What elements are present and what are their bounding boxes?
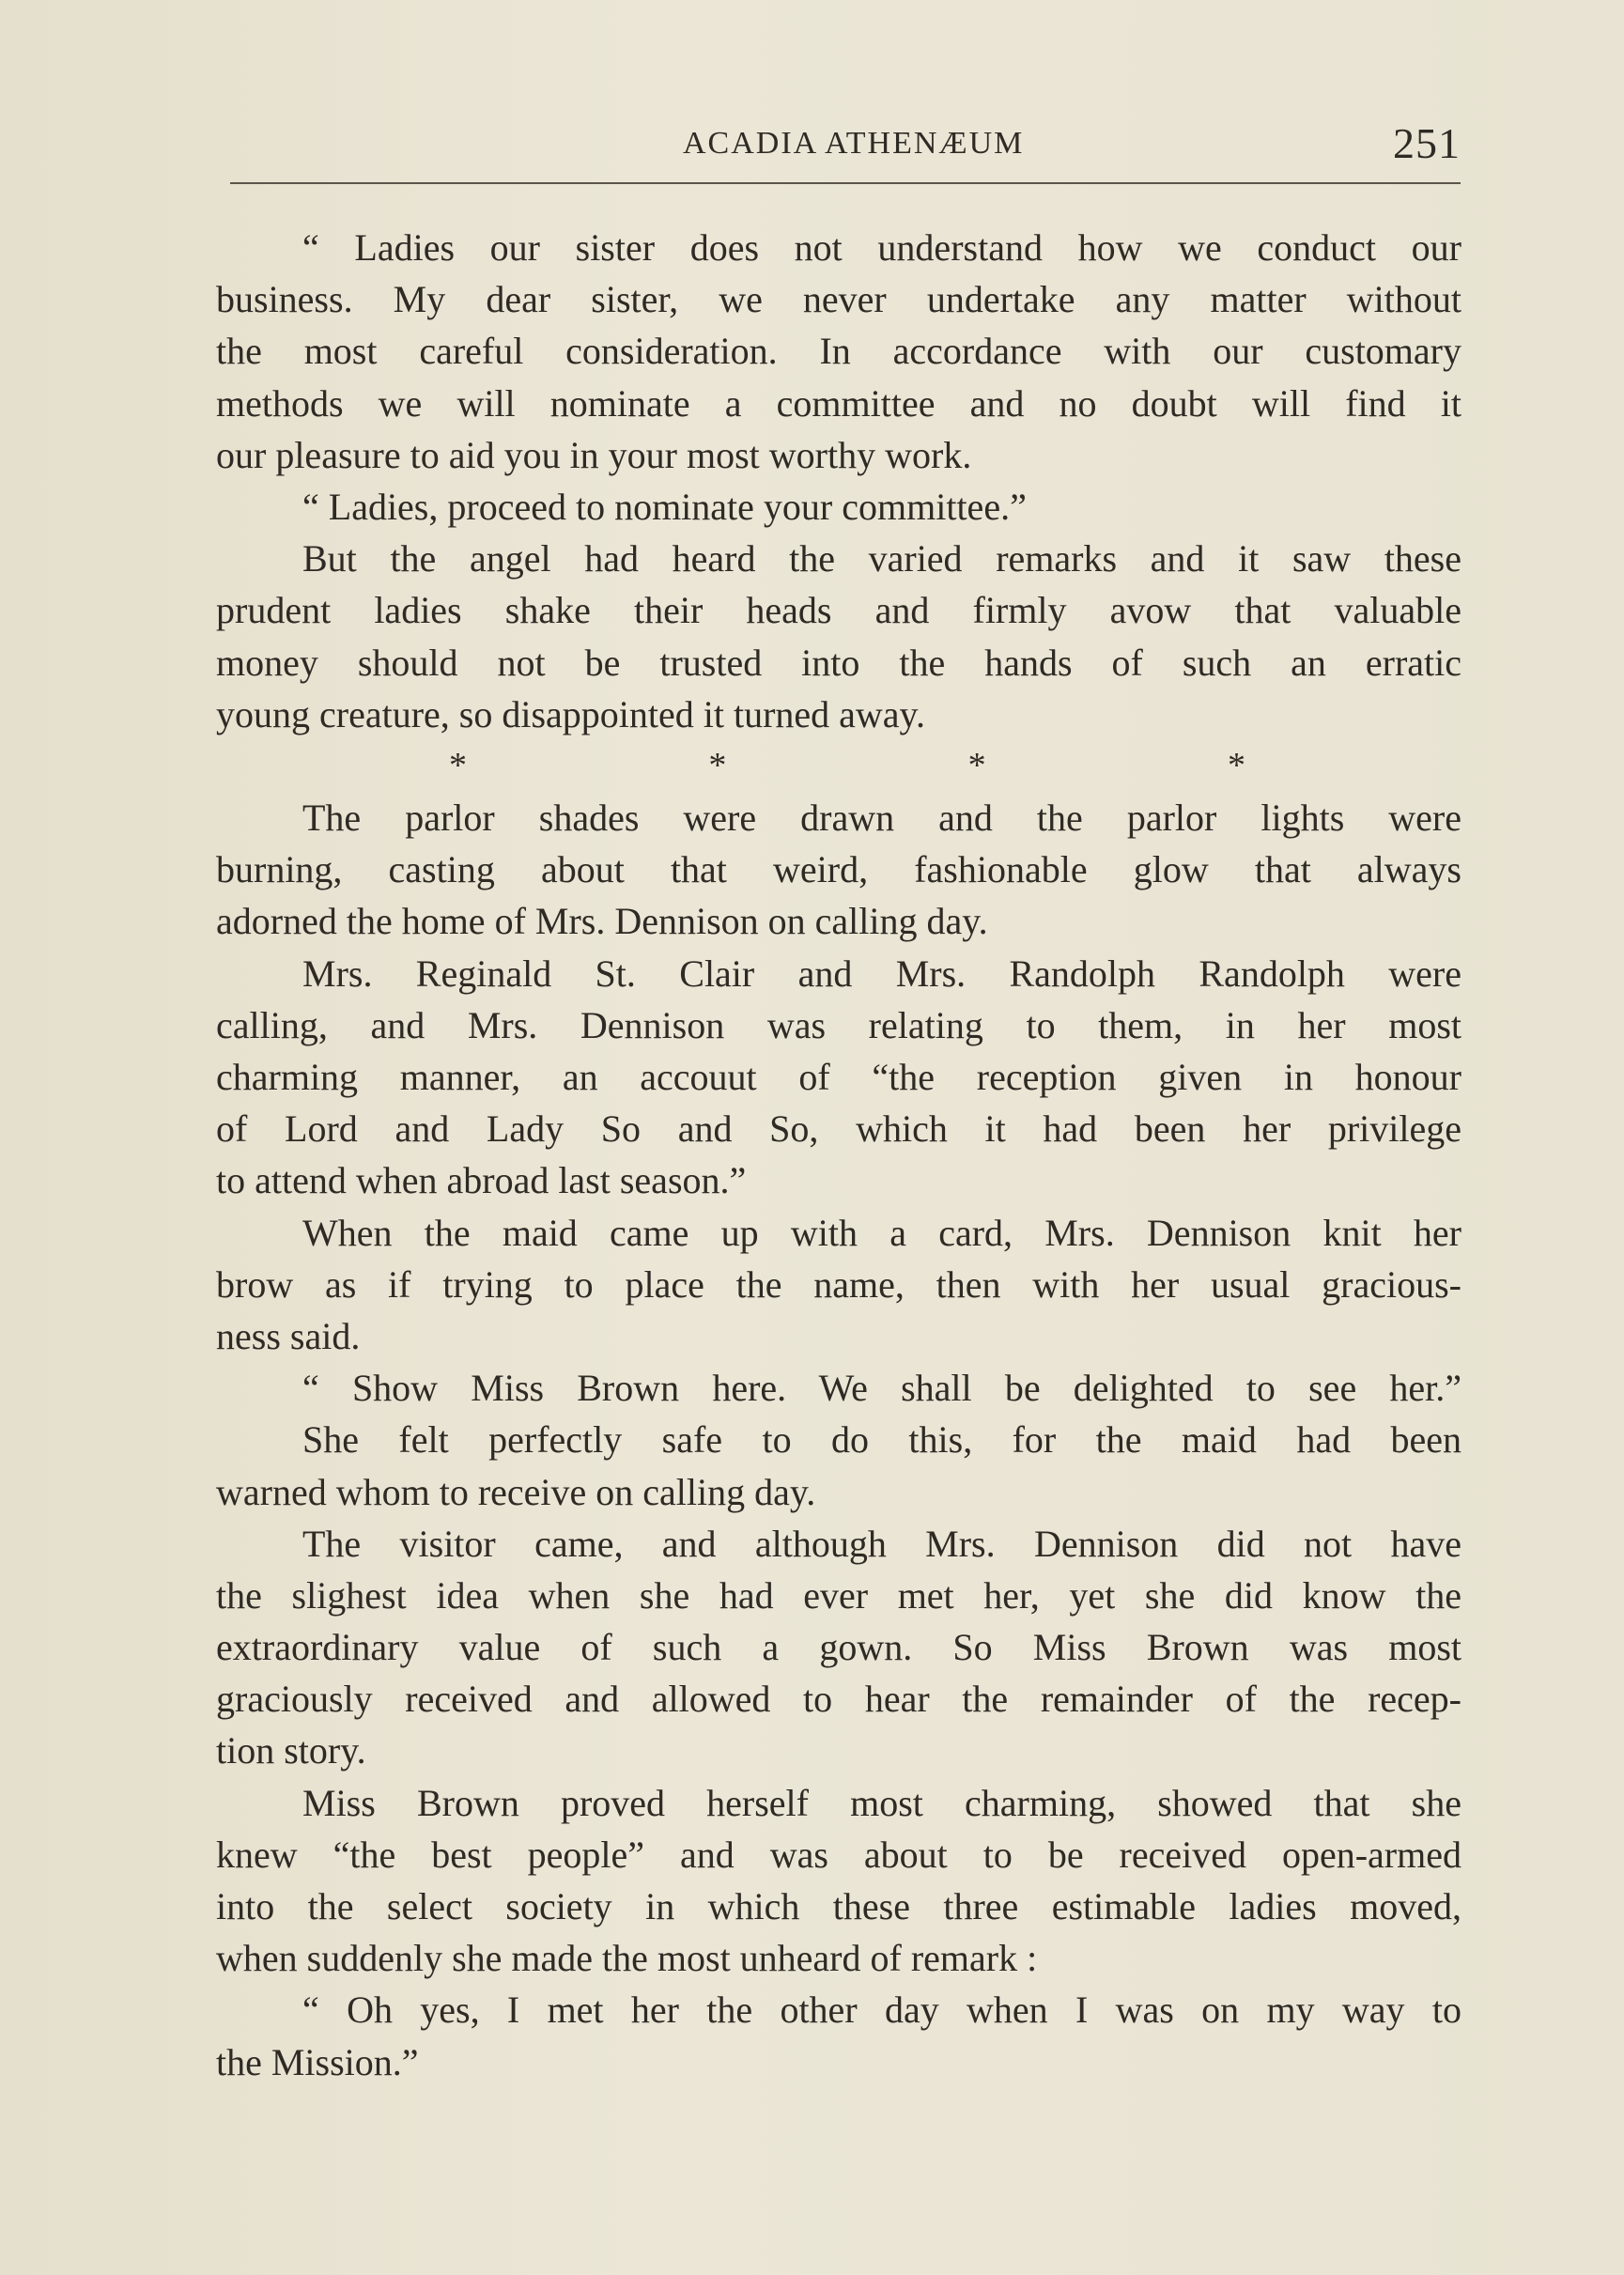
- text-line: The visitor came, and although Mrs. Dennison did not have: [302, 1522, 1462, 1565]
- text-line: money should not be trusted into the hands of such an erratic: [216, 641, 1462, 684]
- text-line: our pleasure to aid you in your most worthy work.: [216, 433, 972, 476]
- text-line: when suddenly she made the most unheard of remark :: [216, 1937, 1038, 1980]
- text-line: “ Show Miss Brown here. We shall be delighted to see her.”: [302, 1367, 1462, 1410]
- text-line: the slighest idea when she had ever met her, yet she did know the: [216, 1573, 1462, 1617]
- text-line: prudent ladies shake their heads and firmly avow that valuable: [216, 589, 1462, 632]
- star-ornament: *: [967, 745, 986, 785]
- text-line: extraordinary value of such a gown. So Miss Brown was most: [216, 1626, 1462, 1669]
- text-line: calling, and Mrs. Dennison was relating to them, in her most: [216, 1003, 1462, 1046]
- text-line: Miss Brown proved herself most charming, showed that she: [302, 1781, 1462, 1824]
- text-line: methods we will nominate a committee and no doubt will find it: [216, 381, 1462, 425]
- text-line: charming manner, an accouut of “the reception given in honour: [216, 1056, 1462, 1098]
- text-line: When the maid came up with a card, Mrs. Dennison knit her: [302, 1211, 1462, 1254]
- text-line: tion story.: [216, 1729, 366, 1772]
- text-line: “ Oh yes, I met her the other day when I was on my way to: [302, 1989, 1462, 2032]
- text-line: Mrs. Reginald St. Clair and Mrs. Randolph Randolph were: [302, 952, 1462, 995]
- star-ornament: *: [449, 745, 467, 785]
- text-line: adorned the home of Mrs. Dennison on calling day.: [216, 900, 988, 943]
- text-line: business. My dear sister, we never undertake any matter without: [216, 278, 1462, 321]
- text-line: ness said.: [216, 1314, 361, 1357]
- text-line: young creature, so disappointed it turned away.: [216, 692, 925, 735]
- text-line: brow as if trying to place the name, then with her usual gracious-: [216, 1262, 1462, 1306]
- text-line: graciously received and allowed to hear the remainder of the recep-: [216, 1678, 1462, 1721]
- text-line: The parlor shades were drawn and the parlor lights were: [302, 797, 1462, 840]
- star-ornament: *: [1227, 745, 1245, 785]
- text-line: knew “the best people” and was about to be received open-armed: [216, 1833, 1462, 1876]
- text-line: to attend when abroad last season.”: [216, 1159, 747, 1202]
- text-line: into the select society in which these three estimable ladies moved,: [216, 1885, 1462, 1927]
- text-line: the Mission.”: [216, 2040, 419, 2083]
- running-head: ACADIA ATHENÆUM: [683, 126, 1025, 161]
- page-header: [223, 111, 1461, 186]
- header-rule: [230, 182, 1461, 184]
- text-line: warned whom to receive on calling day.: [216, 1470, 816, 1513]
- text-line: the most careful consideration. In accordance with our customary: [216, 330, 1462, 373]
- text-line: She felt perfectly safe to do this, for the maid had been: [302, 1418, 1462, 1462]
- body-text: [216, 222, 1462, 2088]
- star-ornament: *: [708, 745, 727, 785]
- section-break-stars: [216, 740, 1245, 792]
- page-number: 251: [1393, 119, 1461, 167]
- text-line: burning, casting about that weird, fashionable glow that always: [216, 848, 1462, 891]
- text-line: “ Ladies our sister does not understand how we conduct our: [302, 226, 1462, 269]
- text-line: of Lord and Lady So and So, which it had been her privilege: [216, 1107, 1462, 1151]
- text-line: “ Ladies, proceed to nominate your committee.”: [302, 485, 1027, 528]
- text-line: But the angel had heard the varied remarks and it saw these: [302, 537, 1462, 580]
